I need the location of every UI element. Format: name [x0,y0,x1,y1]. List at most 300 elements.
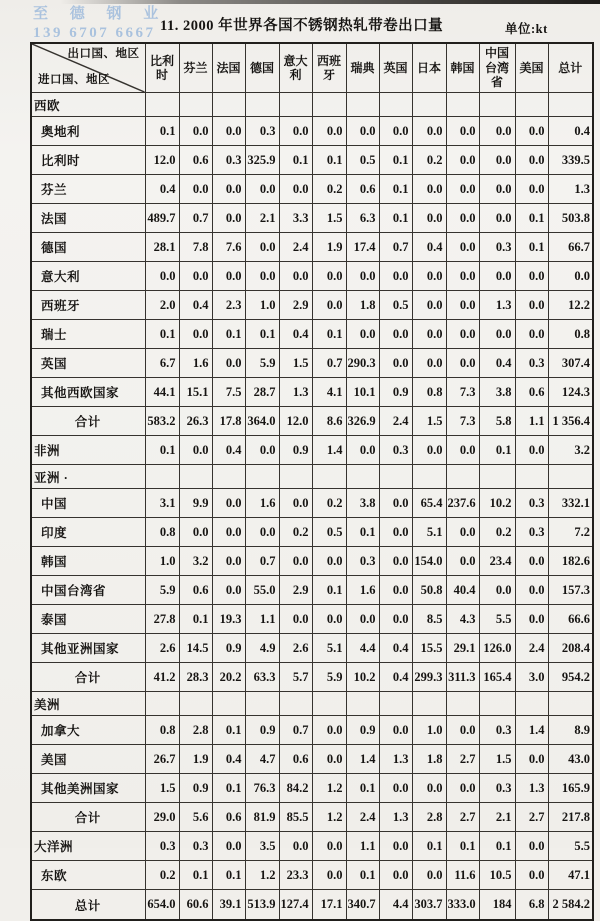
value-cell: 0.1 [145,320,179,349]
value-cell: 0.4 [279,320,312,349]
value-cell [179,692,212,716]
value-cell: 0.0 [179,117,212,146]
value-cell: 1.6 [179,349,212,378]
value-cell: 7.3 [446,378,479,407]
value-cell: 0.1 [212,716,245,745]
value-cell: 0.6 [179,576,212,605]
value-cell: 6.3 [346,204,379,233]
value-cell: 2.9 [279,291,312,320]
value-cell: 0.1 [446,832,479,861]
value-cell: 0.3 [479,233,515,262]
value-cell [312,465,346,489]
row-label: 法国 [31,204,145,233]
value-cell: 583.2 [145,407,179,436]
column-header: 中国台湾省 [479,43,515,93]
value-cell: 0.0 [245,175,279,204]
value-cell: 0.0 [245,262,279,291]
value-cell: 2.1 [245,204,279,233]
value-cell: 0.0 [312,861,346,890]
table-row [31,262,593,291]
value-cell [145,93,179,117]
value-cell: 0.0 [379,605,412,634]
value-cell: 0.0 [515,605,548,634]
value-cell: 10.5 [479,861,515,890]
value-cell: 1 356.4 [548,407,593,436]
table-row [31,663,593,692]
value-cell: 0.0 [179,518,212,547]
table-row [31,692,593,716]
value-cell: 0.1 [312,146,346,175]
value-cell: 0.0 [412,320,446,349]
value-cell [479,465,515,489]
table-row [31,233,593,262]
value-cell: 20.2 [212,663,245,692]
value-cell: 217.8 [548,803,593,832]
column-header: 法国 [212,43,245,93]
value-cell: 0.9 [346,716,379,745]
watermark-company: 至 德 钢 业 [33,6,168,22]
row-label: 其他美洲国家 [31,774,145,803]
value-cell: 0.1 [212,774,245,803]
table-row [31,547,593,576]
value-cell: 0.7 [379,233,412,262]
value-cell: 0.1 [179,605,212,634]
value-cell: 8.5 [412,605,446,634]
value-cell: 1.1 [245,605,279,634]
value-cell: 0.6 [279,745,312,774]
value-cell: 9.9 [179,489,212,518]
value-cell: 0.0 [212,175,245,204]
value-cell: 0.0 [379,774,412,803]
value-cell: 6.7 [145,349,179,378]
column-header: 德国 [245,43,279,93]
row-label: 美国 [31,745,145,774]
value-cell: 0.3 [479,716,515,745]
value-cell: 0.1 [346,861,379,890]
value-cell: 0.1 [145,117,179,146]
value-cell [515,692,548,716]
value-cell: 0.0 [279,262,312,291]
value-cell: 0.0 [446,349,479,378]
row-label: 其他亚洲国家 [31,634,145,663]
value-cell: 0.4 [145,175,179,204]
value-cell: 0.3 [212,146,245,175]
value-cell: 0.0 [279,175,312,204]
value-cell: 0.6 [515,378,548,407]
column-header: 西班牙 [312,43,346,93]
value-cell: 0.0 [479,117,515,146]
value-cell: 0.1 [212,320,245,349]
value-cell: 1.5 [279,349,312,378]
value-cell: 44.1 [145,378,179,407]
value-cell [245,692,279,716]
value-cell: 0.0 [312,117,346,146]
value-cell: 43.0 [548,745,593,774]
value-cell: 0.9 [379,378,412,407]
value-cell: 0.1 [346,518,379,547]
value-cell: 0.0 [379,547,412,576]
value-cell: 0.3 [145,832,179,861]
value-cell: 1.8 [412,745,446,774]
table-row [31,861,593,890]
value-cell: 0.1 [245,320,279,349]
value-cell: 19.3 [212,605,245,634]
row-label: 合计 [31,803,145,832]
value-cell: 14.5 [179,634,212,663]
value-cell: 0.0 [245,436,279,465]
value-cell: 0.7 [312,349,346,378]
value-cell: 5.5 [548,832,593,861]
value-cell: 41.2 [145,663,179,692]
column-header: 英国 [379,43,412,93]
value-cell: 0.0 [446,146,479,175]
row-label: 合计 [31,663,145,692]
value-cell: 165.4 [479,663,515,692]
value-cell: 0.0 [446,175,479,204]
value-cell: 5.5 [479,605,515,634]
value-cell: 10.2 [346,663,379,692]
value-cell: 0.0 [412,262,446,291]
value-cell: 290.3 [346,349,379,378]
value-cell: 0.3 [479,774,515,803]
value-cell: 1.3 [479,291,515,320]
value-cell: 0.3 [346,547,379,576]
value-cell: 1.3 [279,378,312,407]
value-cell: 3.1 [145,489,179,518]
value-cell: 81.9 [245,803,279,832]
value-cell: 0.1 [312,576,346,605]
value-cell: 50.8 [412,576,446,605]
value-cell: 157.3 [548,576,593,605]
value-cell: 0.7 [279,716,312,745]
value-cell: 5.1 [412,518,446,547]
value-cell: 5.6 [179,803,212,832]
value-cell: 489.7 [145,204,179,233]
value-cell: 4.1 [312,378,346,407]
value-cell: 0.0 [446,774,479,803]
value-cell: 0.0 [179,436,212,465]
table-row [31,716,593,745]
value-cell: 17.8 [212,407,245,436]
table-row [31,378,593,407]
table-row [31,146,593,175]
column-header: 芬兰 [179,43,212,93]
row-label: 意大利 [31,262,145,291]
value-cell: 124.3 [548,378,593,407]
table-body [31,93,593,921]
value-cell: 4.9 [245,634,279,663]
value-cell: 2.4 [515,634,548,663]
value-cell [479,93,515,117]
value-cell: 17.4 [346,233,379,262]
value-cell [379,465,412,489]
value-cell: 23.4 [479,547,515,576]
value-cell: 0.7 [245,547,279,576]
value-cell: 0.0 [379,518,412,547]
value-cell: 0.0 [379,716,412,745]
value-cell [412,692,446,716]
value-cell: 0.5 [312,518,346,547]
value-cell: 165.9 [548,774,593,803]
value-cell: 0.1 [145,436,179,465]
value-cell: 7.6 [212,233,245,262]
value-cell [412,465,446,489]
value-cell: 26.7 [145,745,179,774]
value-cell: 1.5 [412,407,446,436]
value-cell: 1.0 [245,291,279,320]
table-row [31,605,593,634]
value-cell: 0.0 [312,745,346,774]
value-cell: 4.4 [379,890,412,921]
value-cell: 0.0 [515,547,548,576]
value-cell: 63.3 [245,663,279,692]
value-cell: 0.0 [312,547,346,576]
value-cell: 0.0 [379,576,412,605]
value-cell: 326.9 [346,407,379,436]
value-cell: 0.0 [346,320,379,349]
value-cell: 0.0 [212,547,245,576]
row-label: 印度 [31,518,145,547]
table-row [31,204,593,233]
value-cell: 954.2 [548,663,593,692]
value-cell: 0.9 [279,436,312,465]
value-cell: 0.0 [379,832,412,861]
value-cell: 0.0 [412,861,446,890]
value-cell [548,692,593,716]
table-row [31,518,593,547]
value-cell: 0.9 [212,634,245,663]
corner-cell [31,43,145,93]
value-cell: 4.3 [446,605,479,634]
value-cell [515,465,548,489]
header-row [31,43,593,93]
value-cell: 2.8 [412,803,446,832]
watermark [33,5,167,43]
value-cell: 0.0 [312,291,346,320]
value-cell: 333.0 [446,890,479,921]
value-cell: 0.1 [379,204,412,233]
corner-exporter-label: 出口国、地区 [67,48,140,60]
value-cell: 1.9 [312,233,346,262]
row-label: 芬兰 [31,175,145,204]
value-cell: 8.6 [312,407,346,436]
value-cell: 0.0 [446,436,479,465]
row-label: 瑞士 [31,320,145,349]
value-cell: 513.9 [245,890,279,921]
value-cell: 85.5 [279,803,312,832]
value-cell: 0.4 [379,663,412,692]
value-cell: 0.0 [548,262,593,291]
export-table [30,42,594,921]
value-cell: 1.3 [548,175,593,204]
value-cell: 5.1 [312,634,346,663]
value-cell: 0.0 [515,117,548,146]
value-cell: 0.0 [446,547,479,576]
value-cell: 0.0 [379,489,412,518]
value-cell: 0.4 [379,634,412,663]
value-cell: 0.0 [179,320,212,349]
value-cell: 0.0 [412,204,446,233]
value-cell: 1.4 [515,716,548,745]
value-cell: 0.0 [515,262,548,291]
value-cell: 5.8 [479,407,515,436]
value-cell: 0.0 [379,117,412,146]
value-cell: 65.4 [412,489,446,518]
value-cell [412,93,446,117]
value-cell: 0.0 [312,262,346,291]
value-cell: 0.0 [412,349,446,378]
table-row [31,407,593,436]
value-cell: 2.9 [279,576,312,605]
value-cell [312,93,346,117]
value-cell: 2.6 [279,634,312,663]
value-cell: 0.0 [346,262,379,291]
value-cell [212,465,245,489]
value-cell: 0.4 [179,291,212,320]
value-cell: 1.5 [145,774,179,803]
value-cell: 15.5 [412,634,446,663]
value-cell: 0.0 [479,576,515,605]
value-cell: 12.2 [548,291,593,320]
table-row [31,465,593,489]
value-cell: 0.0 [446,233,479,262]
value-cell [346,93,379,117]
scan-edge-artifact [60,0,600,4]
column-header: 日本 [412,43,446,93]
value-cell: 0.8 [145,716,179,745]
value-cell: 311.3 [446,663,479,692]
value-cell [312,692,346,716]
table-row [31,117,593,146]
value-cell: 5.9 [145,576,179,605]
value-cell: 2.3 [212,291,245,320]
value-cell: 0.0 [346,605,379,634]
value-cell [446,465,479,489]
value-cell: 0.0 [412,291,446,320]
value-cell: 28.7 [245,378,279,407]
value-cell: 2.7 [515,803,548,832]
value-cell: 0.4 [212,745,245,774]
value-cell: 0.3 [515,489,548,518]
value-cell: 0.3 [179,832,212,861]
value-cell: 0.0 [515,576,548,605]
value-cell: 182.6 [548,547,593,576]
value-cell: 303.7 [412,890,446,921]
value-cell: 325.9 [245,146,279,175]
value-cell [279,93,312,117]
value-cell [245,93,279,117]
value-cell: 76.3 [245,774,279,803]
value-cell: 0.0 [312,716,346,745]
value-cell: 7.5 [212,378,245,407]
value-cell: 26.3 [179,407,212,436]
value-cell: 0.7 [179,204,212,233]
value-cell: 127.4 [279,890,312,921]
value-cell: 1.2 [312,803,346,832]
value-cell: 1.3 [379,803,412,832]
value-cell: 5.7 [279,663,312,692]
value-cell: 126.0 [479,634,515,663]
value-cell: 0.0 [346,436,379,465]
row-label: 其他西欧国家 [31,378,145,407]
value-cell: 0.0 [446,320,479,349]
value-cell: 28.3 [179,663,212,692]
value-cell: 39.1 [212,890,245,921]
value-cell: 0.2 [279,518,312,547]
value-cell: 0.0 [515,436,548,465]
value-cell: 1.4 [346,745,379,774]
value-cell: 7.2 [548,518,593,547]
value-cell: 364.0 [245,407,279,436]
value-cell: 0.0 [446,262,479,291]
value-cell: 2.7 [446,803,479,832]
value-cell: 299.3 [412,663,446,692]
value-cell: 0.3 [515,349,548,378]
row-label: 亚洲 · [31,465,145,489]
value-cell: 340.7 [346,890,379,921]
value-cell: 66.6 [548,605,593,634]
value-cell: 0.1 [312,320,346,349]
value-cell: 0.0 [479,204,515,233]
row-label: 比利时 [31,146,145,175]
table-row [31,634,593,663]
value-cell: 0.0 [379,349,412,378]
value-cell: 1.2 [245,861,279,890]
value-cell: 1.0 [412,716,446,745]
column-header: 总计 [548,43,593,93]
value-cell: 0.1 [515,204,548,233]
value-cell: 0.0 [515,832,548,861]
row-label: 德国 [31,233,145,262]
row-label: 中国 [31,489,145,518]
value-cell: 0.3 [515,518,548,547]
value-cell [346,465,379,489]
page-title: 11. 2000 年世界各国不锈钢热轧带卷出口量 [160,18,444,34]
value-cell: 3.0 [515,663,548,692]
value-cell [548,465,593,489]
column-header: 意大利 [279,43,312,93]
value-cell: 0.3 [379,436,412,465]
value-cell: 7.8 [179,233,212,262]
value-cell: 15.1 [179,378,212,407]
value-cell: 0.0 [515,745,548,774]
value-cell: 0.1 [379,175,412,204]
value-cell: 0.0 [412,117,446,146]
value-cell: 0.8 [145,518,179,547]
value-cell: 0.0 [212,204,245,233]
value-cell: 0.4 [212,436,245,465]
value-cell: 23.3 [279,861,312,890]
row-label: 合计 [31,407,145,436]
value-cell: 0.6 [212,803,245,832]
value-cell: 0.0 [412,436,446,465]
value-cell: 1.3 [379,745,412,774]
table-row [31,436,593,465]
value-cell: 0.0 [346,117,379,146]
value-cell: 208.4 [548,634,593,663]
value-cell: 0.3 [245,117,279,146]
value-cell: 4.4 [346,634,379,663]
value-cell: 0.4 [479,349,515,378]
value-cell [379,93,412,117]
value-cell: 1.6 [346,576,379,605]
value-cell: 339.5 [548,146,593,175]
value-cell: 0.0 [379,262,412,291]
row-label: 西班牙 [31,291,145,320]
value-cell [548,93,593,117]
value-cell: 8.9 [548,716,593,745]
table-row [31,175,593,204]
